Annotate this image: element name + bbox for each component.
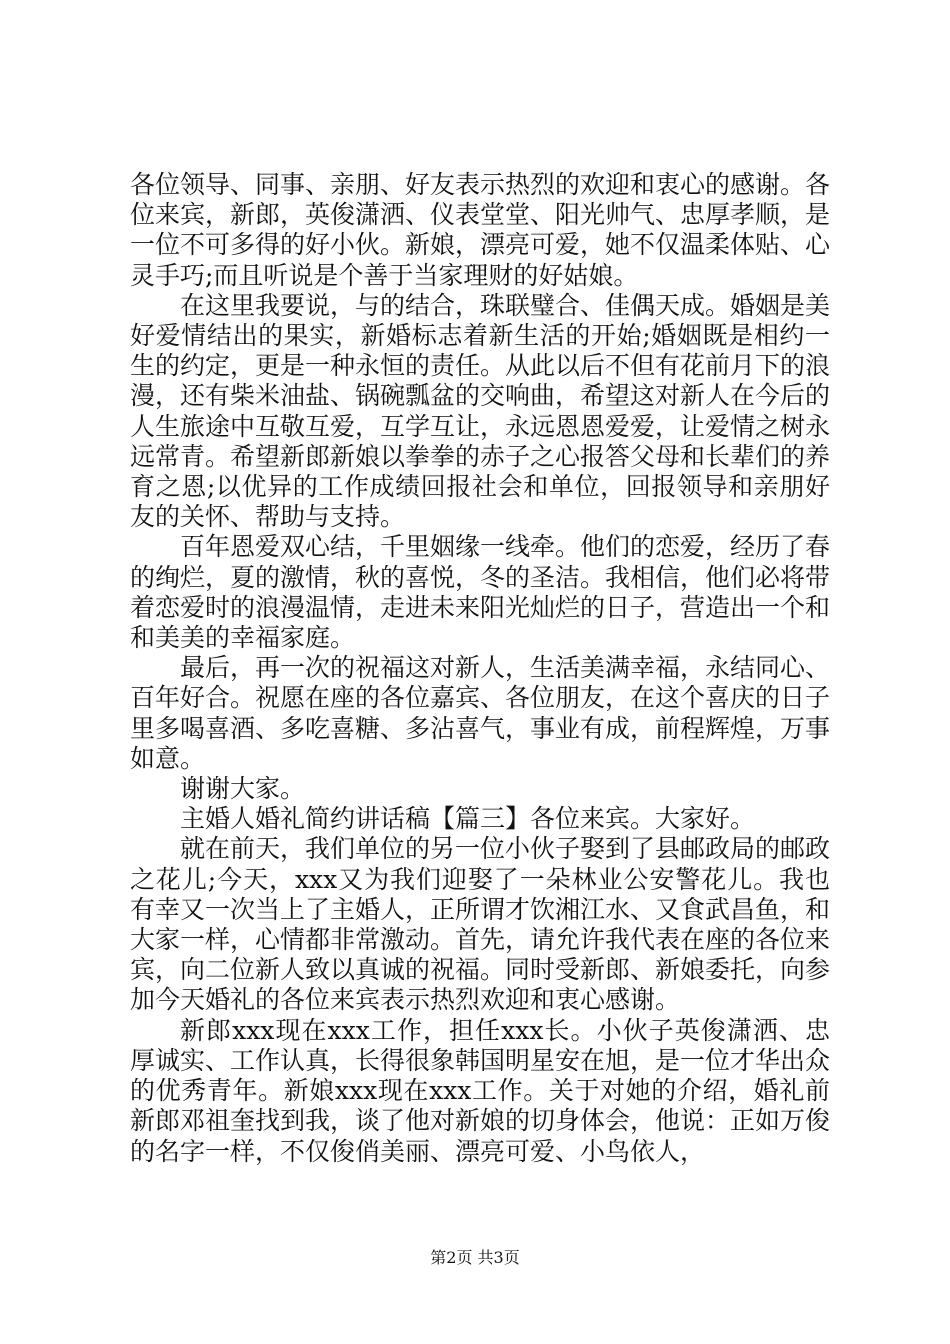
paragraph-2: 在这里我要说，与的结合，珠联璧合、佳偶天成。婚姻是美好爱情结出的果实，新婚标志着新生活的开始;婚姻既是相约一生的约定，更是一种永恒的责任。从此以后不但有花前月下的浪漫，还有柴米油盐、锅碗瓢盆的交响曲，希望这对新人在今后的人生旅途中互敬互爱，互学互让，永远恩恩爱爱，让爱情之树永远常青。希望新郎新娘以拳拳的赤子之心报答父母和长辈们的养育之恩;以优异的工作成绩回报社会和单位，回报领导和亲朋好友的关怀、帮助与支持。 xyxy=(130,290,831,532)
paragraph-1: 各位领导、同事、亲朋、好友表示热烈的欢迎和衷心的感谢。各位来宾，新郎，英俊潇洒、仪表堂堂、阳光帅气、忠厚孝顺，是一位不可多得的好小伙。新娘，漂亮可爱，她不仅温柔体贴、心灵手巧;而且听说是个善于当家理财的好姑娘。 xyxy=(130,170,831,290)
document-body xyxy=(130,170,830,1167)
paragraph-7: 就在前天，我们单位的另一位小伙子娶到了县邮政局的邮政之花儿;今天，xxx又为我们迎娶了一朵林业公安警花儿。我也有幸又一次当上了主婚人，正所谓才饮湘江水、又食武昌鱼，和大家一样，心情都非常激动。首先，请允许我代表在座的各位来宾，向二位新人致以真诚的祝福。同时受新郎、新娘委托，向参加今天婚礼的各位来宾表示热烈欢迎和衷心感谢。 xyxy=(130,834,831,1015)
page-footer: 第2页 共3页 xyxy=(430,1248,520,1267)
paragraph-6: 主婚人婚礼简约讲话稿【篇三】各位来宾。大家好。 xyxy=(180,804,756,834)
paragraph-5: 谢谢大家。 xyxy=(180,774,306,804)
paragraph-4: 最后，再一次的祝福这对新人，生活美满幸福，永结同心、百年好合。祝愿在座的各位嘉宾、各位朋友，在这个喜庆的日子里多喝喜酒、多吃喜糖、多沾喜气，事业有成，前程辉煌，万事如意。 xyxy=(130,653,831,773)
paragraph-8: 新郎xxx现在xxx工作，担任xxx长。小伙子英俊潇洒、忠厚诚实、工作认真，长得很象韩国明星安在旭，是一位才华出众的优秀青年。新娘xxx现在xxx工作。关于对她的介绍，婚礼前新郎邓祖奎找到我，谈了他对新娘的切身体会，他说：正如万俊的名字一样，不仅俊俏美丽、漂亮可爱、小鸟依人， xyxy=(130,1015,831,1166)
paragraph-3: 百年恩爱双心结，千里姻缘一线牵。他们的恋爱，经历了春的绚烂，夏的激情，秋的喜悦，冬的圣洁。我相信，他们必将带着恋爱时的浪漫温情，走进未来阳光灿烂的日子，营造出一个和和美美的幸福家庭。 xyxy=(130,532,831,653)
